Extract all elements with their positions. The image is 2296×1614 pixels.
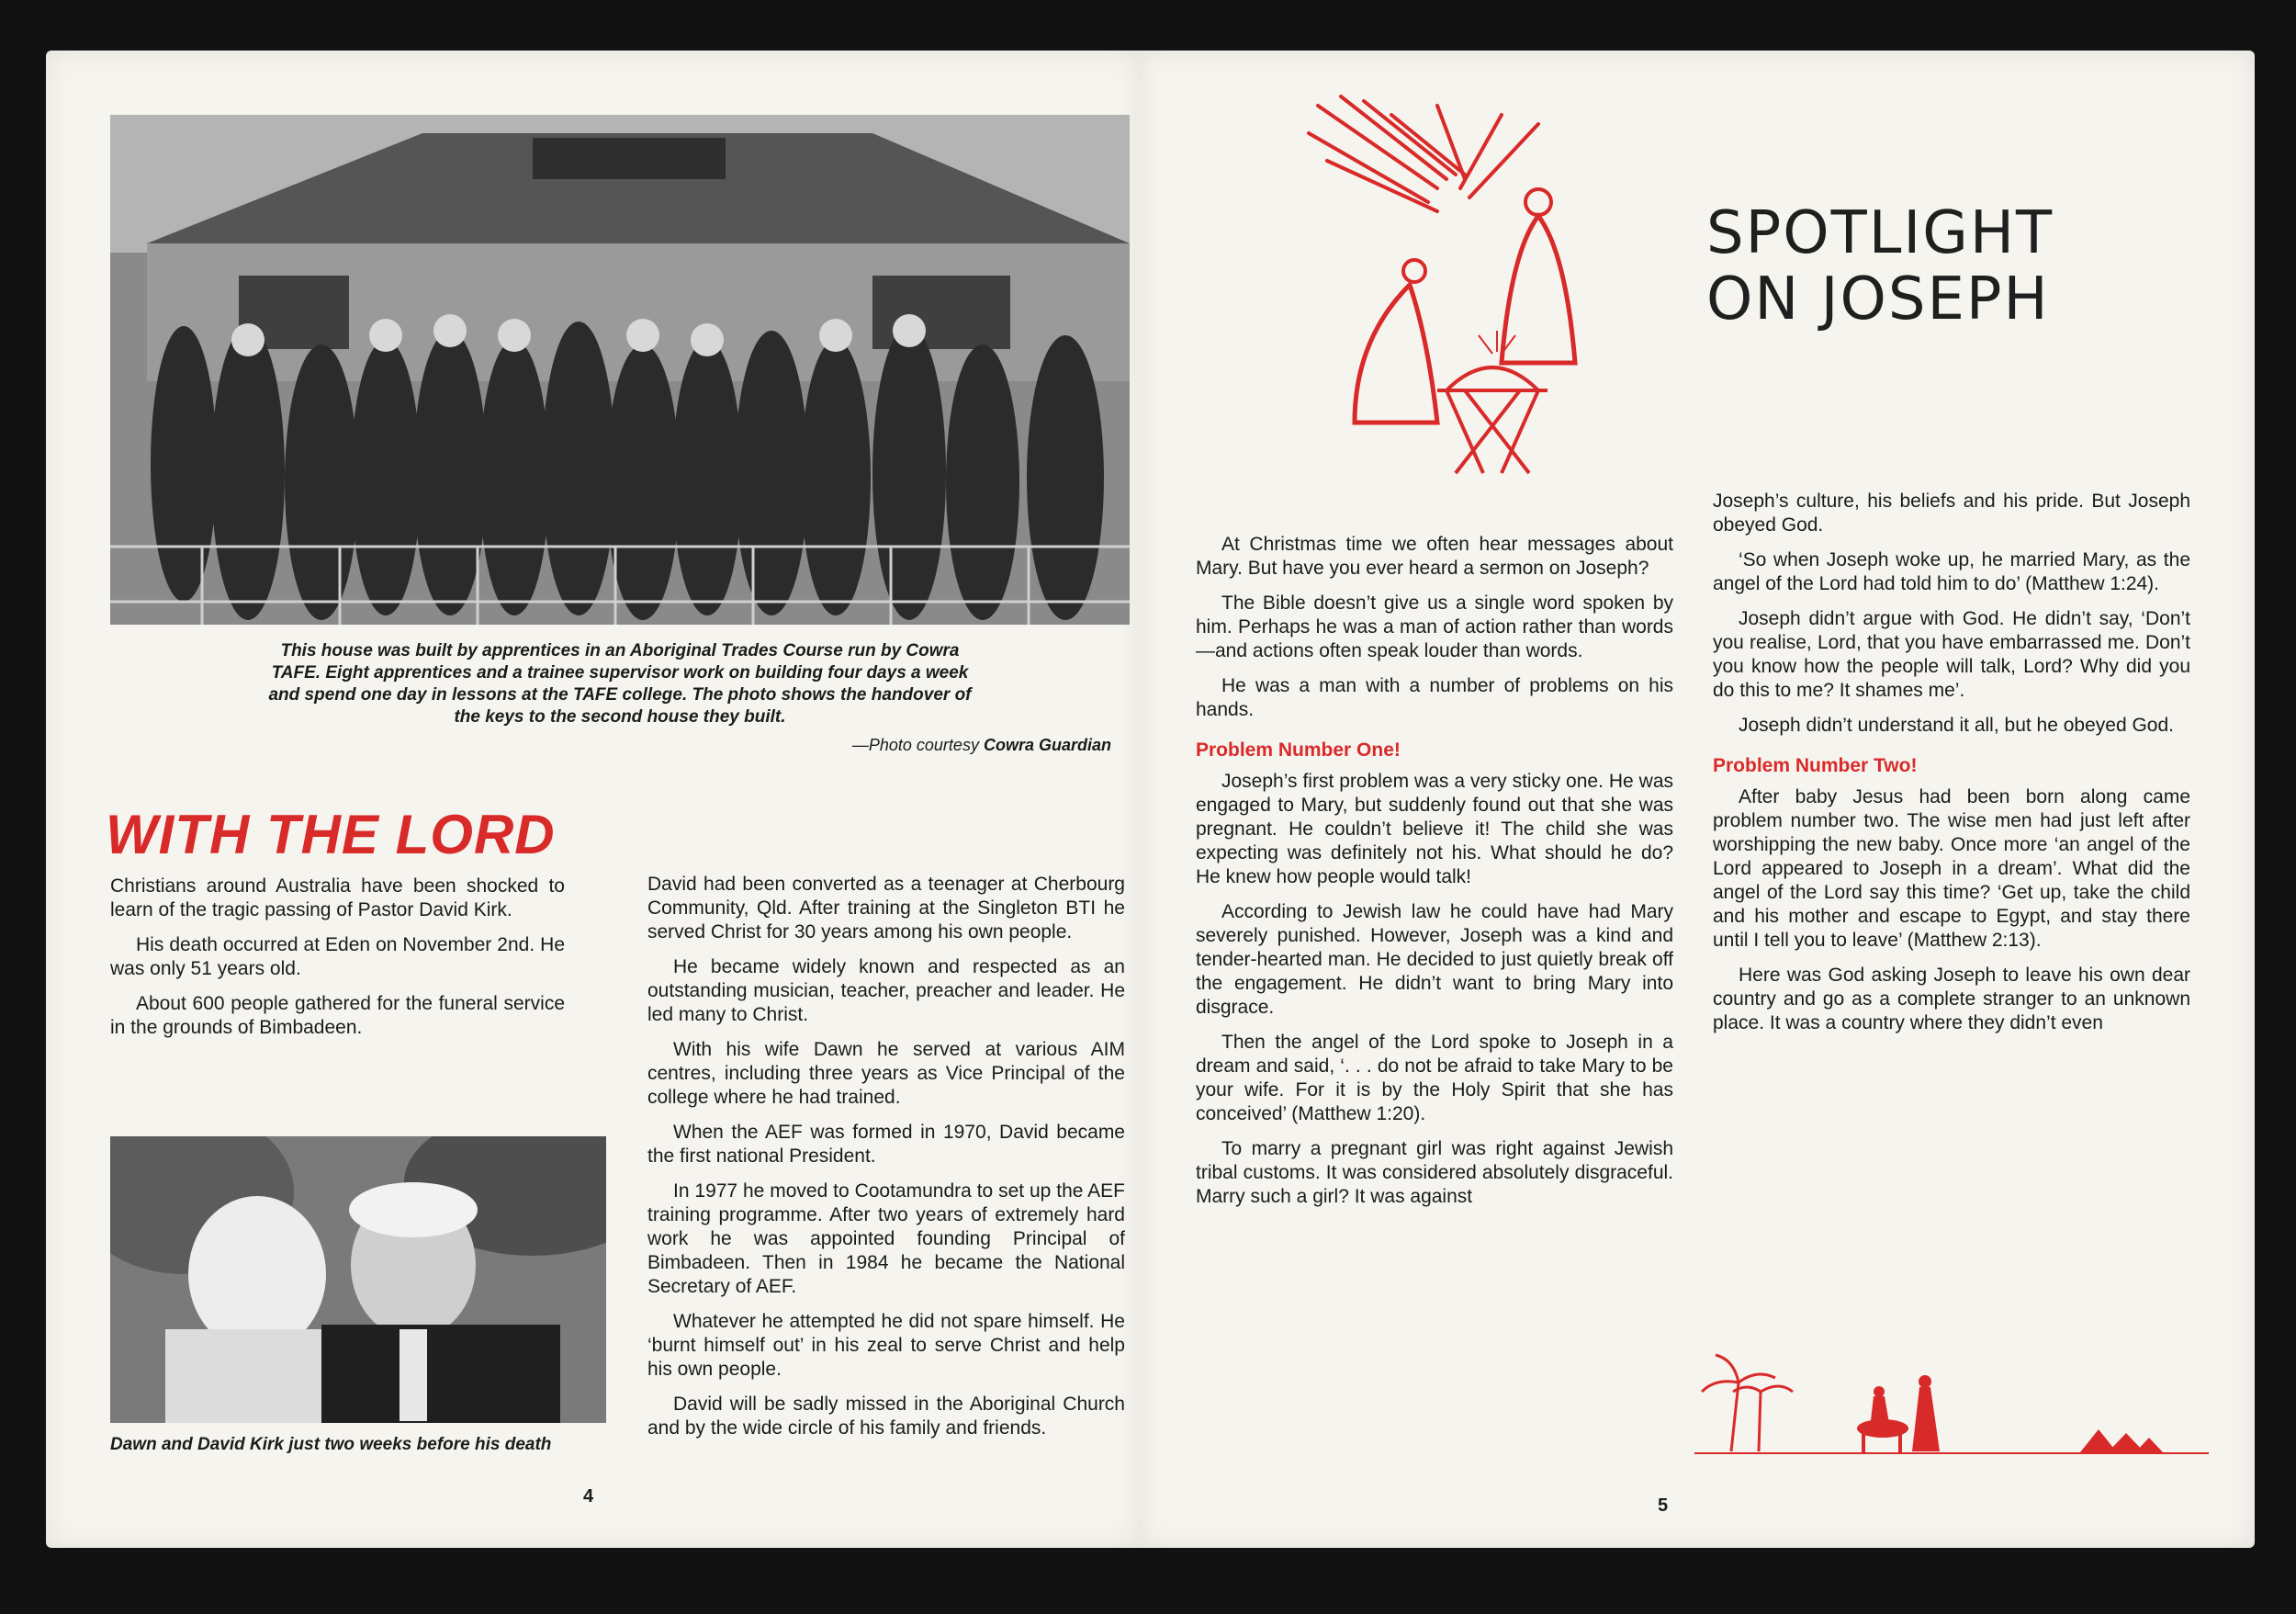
photo-credit-source: Cowra Guardian <box>983 736 1111 754</box>
paragraph: In 1977 he moved to Cootamundra to set up the AEF training programme. After two years of extremely hard work he was appointed founding Principal of Bimbadeen. Then in 1984 he became the National Secretary of AEF. <box>647 1180 1125 1297</box>
paragraph: Joseph didn’t argue with God. He didn’t say, ‘Don’t you realise, Lord, that you have embarrassed me. Don’t you know how the people will talk, Lord? Why did you do this to me? It shames me’. <box>1713 608 2190 701</box>
paragraph: After baby Jesus had been born along came problem number two. The wise men had just left after worshipping the new baby. Once more ‘an angel of the Lord appeared to Joseph in a dream’. What did the angel of the Lord say this time? ‘Get up, take the child and his mother and escape to Egypt, and stay there until I tell you to leave’ (Matthew 2:13). <box>1713 786 2190 951</box>
article-title <box>1706 200 2054 333</box>
paragraph: Joseph didn’t understand it all, but he obeyed God. <box>1739 715 2174 736</box>
flight-to-egypt-illustration <box>1694 1341 2209 1461</box>
title-line-1: SPOTLIGHT <box>1706 199 2054 267</box>
title-line-2: ON JOSEPH <box>1706 265 2050 333</box>
paragraph: He became widely known and respected as an outstanding musician, teacher, preacher and leader. He led many to Christ. <box>647 956 1125 1025</box>
paragraph: Whatever he attempted he did not spare himself. He ‘burnt himself out’ in his zeal to serve Christ and help his own people. <box>647 1311 1125 1380</box>
paragraph: At Christmas time we often hear messages about Mary. But have you ever heard a sermon on Joseph? <box>1196 534 1673 579</box>
right-page <box>1139 51 2255 1548</box>
paragraph: The Bible doesn’t give us a single word spoken by him. Perhaps he was a man of action rather than words—and actions often speak louder than words. <box>1196 593 1673 661</box>
photo-credit-prefix: —Photo courtesy <box>851 736 979 754</box>
paragraph: David will be sadly missed in the Aboriginal Church and by the wide circle of his family and friends. <box>647 1394 1125 1439</box>
paragraph: David had been converted as a teenager at Cherbourg Community, Qld. After training at the Singleton BTI he served Christ for 30 years among his own people. <box>647 874 1125 942</box>
photo-caption: This house was built by apprentices in an Aboriginal Trades Course run by Cowra TAFE. Eight apprentices and a trainee supervisor work on building four days a week and spend one day in lessons at the TAFE college. The photo shows the handover of the keys to the second house they built. <box>268 641 972 727</box>
portrait-caption: Dawn and David Kirk just two weeks before his death <box>110 1435 552 1454</box>
paragraph: Here was God asking Joseph to leave his own dear country and go as a complete stranger to an unknown place. It was a country where they didn’t even <box>1713 965 2190 1033</box>
paragraph: When the AEF was formed in 1970, David became the first national President. <box>647 1122 1125 1167</box>
right-column-2 <box>1713 490 2190 1046</box>
paragraph: ‘So when Joseph woke up, he married Mary, as the angel of the Lord had told him to do’ (Matthew 1:24). <box>1713 549 2190 594</box>
right-column-1 <box>1196 533 1673 1220</box>
left-page <box>46 51 1139 1548</box>
paragraph: He was a man with a number of problems on his hands. <box>1196 675 1673 720</box>
left-column-2 <box>647 873 1125 1451</box>
subhead-problem-one: Problem Number One! <box>1196 739 1401 761</box>
dawn-and-david-kirk-photo <box>110 1136 606 1423</box>
photo-credit <box>615 736 1111 755</box>
house-handover-photo <box>110 115 1130 625</box>
paragraph: According to Jewish law he could have had Mary severely punished. However, Joseph was a kind and tender-hearted man. He decided to just quietly break off the engagement. He didn’t want to bring Mary into disgrace. <box>1196 901 1673 1018</box>
subhead-problem-two: Problem Number Two! <box>1713 755 1918 776</box>
headline-with-the-lord: WITH THE LORD <box>106 804 556 865</box>
left-column-1 <box>110 875 565 1051</box>
paragraph: His death occurred at Eden on November 2nd. He was only 51 years old. <box>110 934 565 979</box>
page-number-left: 4 <box>583 1486 594 1507</box>
paragraph: Christians around Australia have been shocked to learn of the tragic passing of Pastor David Kirk. <box>110 875 565 920</box>
paragraph: Joseph’s culture, his beliefs and his pride. But Joseph obeyed God. <box>1713 491 2190 536</box>
paragraph: Joseph’s first problem was a very sticky one. He was engaged to Mary, but suddenly found out that she was pregnant. He couldn’t believe it! The child she was expecting was definitely not his. What should he do? He knew how people would talk! <box>1196 771 1673 887</box>
page-number-right: 5 <box>1658 1495 1669 1516</box>
paragraph: About 600 people gathered for the funeral service in the grounds of Bimbadeen. <box>110 993 565 1038</box>
paragraph: To marry a pregnant girl was right against Jewish tribal customs. It was considered absolutely disgraceful. Marry such a girl? It was against <box>1196 1138 1673 1207</box>
nativity-illustration <box>1300 87 1676 510</box>
paragraph: With his wife Dawn he served at various AIM centres, including three years as Vice Principal of the college where he had trained. <box>647 1039 1125 1108</box>
paragraph: Then the angel of the Lord spoke to Joseph in a dream and said, ‘. . . do not be afraid to take Mary to be your wife. For it is by the Holy Spirit that she has conceived’ (Matthew 1:20). <box>1196 1032 1673 1124</box>
